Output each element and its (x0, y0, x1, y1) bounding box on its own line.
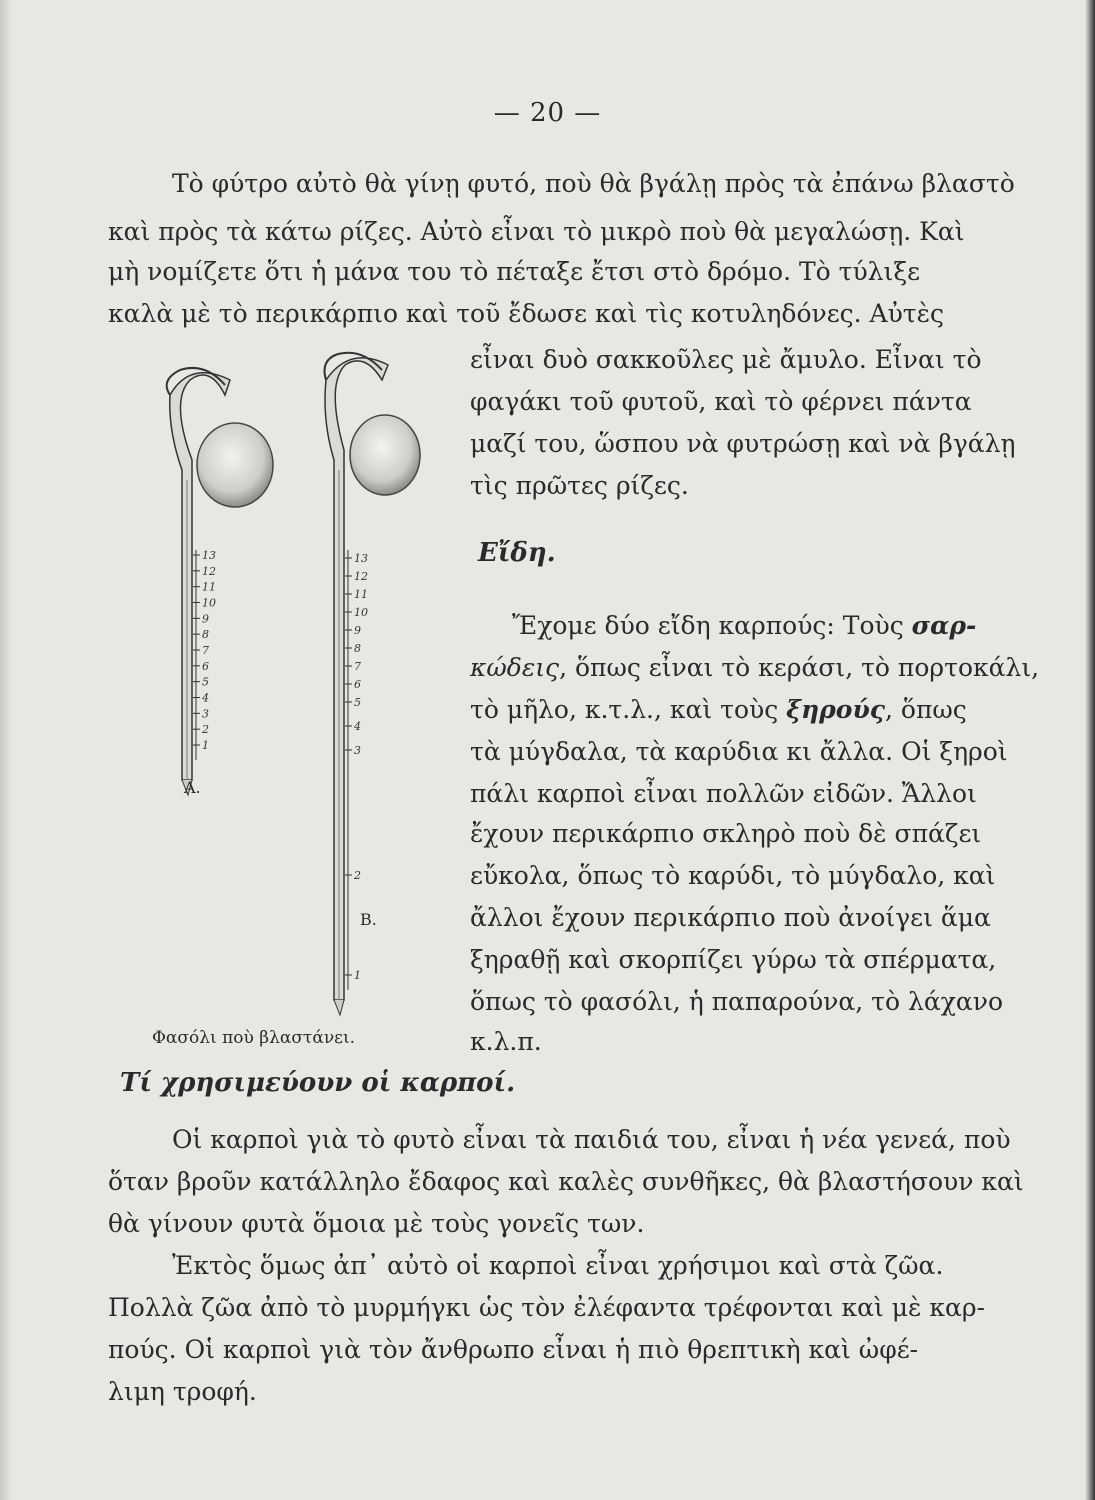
text-line: φαγάκι τοῦ φυτοῦ, καὶ τὸ φέρνει πάντα (470, 387, 972, 416)
text-line: ἄλλοι ἔχουν περικάρπιο ποὺ ἀνοίγει ἅμα (470, 903, 991, 932)
scale-a-number: 1 (202, 739, 209, 752)
text-line: Πολλὰ ζῶα ἀπὸ τὸ μυρμήγκι ὡς τὸν ἐλέφαντα τρέφονται καὶ μὲ καρ- (108, 1293, 985, 1322)
text-line: εὔκολα, ὅπως τὸ καρύδι, τὸ μύγδαλο, καὶ (470, 861, 996, 890)
text-line: τὶς πρῶτες ρίζες. (470, 471, 689, 500)
text-line (512, 606, 976, 646)
text-line: Τὸ φύτρο αὐτὸ θὰ γίνῃ φυτό, ποὺ θὰ βγάλῃ πρὸς τὰ ἐπάνω βλαστὸ (172, 169, 1015, 198)
emphasis-term: ξηρούς (786, 695, 886, 724)
scale-b-number: 7 (354, 660, 361, 673)
scale-a-number: 10 (202, 596, 216, 610)
seedling-a (167, 368, 273, 795)
page-number: — 20 — (493, 98, 602, 128)
text-line: ὅπως τὸ φασόλι, ἡ παπαρούνα, τὸ λάχανο (470, 987, 1003, 1016)
scale-a-number: 3 (202, 707, 209, 721)
scale-a-number: 2 (202, 723, 209, 737)
figure-caption: Φασόλι ποὺ βλαστάνει. (152, 1028, 356, 1048)
text-line: πούς. Οἱ καρποὶ γιὰ τὸν ἄνθρωπο εἶναι ἡ πιὸ θρεπτικὴ καὶ ὠφέ- (108, 1335, 919, 1364)
section-heading-types: Εἴδη. (478, 538, 556, 568)
bean-germination-figure (130, 340, 460, 1020)
scale-b-number: 3 (354, 744, 361, 757)
emphasis-term: σαρ- (911, 611, 977, 640)
scale-b-number: 8 (354, 642, 361, 655)
page-right-edge (1085, 0, 1095, 1500)
scale-b-number: 5 (354, 696, 361, 709)
text-line: ξηραθῇ καὶ σκορπίζει γύρω τὰ σπέρματα, (470, 945, 997, 974)
text-span: , ὅπως (885, 695, 967, 724)
scale-a-number: 8 (202, 628, 209, 642)
page-left-edge (0, 0, 12, 1500)
bean-illustration (130, 340, 460, 1020)
scale-a-number: 7 (202, 644, 209, 657)
figure-label-b: B. (360, 910, 377, 929)
scale-b-number: 10 (354, 606, 368, 619)
scale-a (193, 549, 216, 760)
text-span: τὸ μῆλο, κ.τ.λ., καὶ τοὺς (470, 695, 787, 724)
text-line (470, 648, 1039, 688)
text-line: μαζί του, ὥσπου νὰ φυτρώσῃ καὶ νὰ βγάλῃ (470, 429, 1016, 458)
text-line: κ.λ.π. (470, 1027, 542, 1056)
scale-a-number: 13 (202, 549, 216, 562)
scale-b-number: 12 (354, 570, 368, 583)
scale-b-number: 11 (354, 588, 368, 601)
scale-b-number: 1 (354, 969, 361, 982)
scale-b-number: 2 (354, 869, 361, 882)
scale-a-number: 9 (202, 612, 209, 626)
scale-a-number: 6 (202, 659, 209, 673)
text-line: μὴ νομίζετε ὅτι ἡ μάνα του τὸ πέταξε ἔτσι στὸ δρόμο. Τὸ τύλιξε (108, 257, 921, 286)
text-line: εἶναι δυὸ σακκοῦλες μὲ ἄμυλο. Εἶναι τὸ (470, 345, 982, 374)
scale-a-number: 4 (202, 691, 209, 705)
text-line: καλὰ μὲ τὸ περικάρπιο καὶ τοῦ ἔδωσε καὶ τὶς κοτυληδόνες. Αὐτὲς (108, 299, 945, 328)
text-span: , ὅπως εἶναι τὸ κεράσι, τὸ πορτοκάλι, (559, 653, 1040, 682)
text-line: καὶ πρὸς τὰ κάτω ρίζες. Αὐτὸ εἶναι τὸ μικρὸ ποὺ θὰ μεγαλώσῃ. Καὶ (108, 217, 965, 246)
section-heading-uses: Τί χρησιμεύουν οἱ καρποί. (120, 1068, 516, 1098)
text-line: λιμη τροφή. (108, 1377, 257, 1406)
emphasis-term: κώδεις (470, 653, 560, 682)
text-line: πάλι καρποὶ εἶναι πολλῶν εἰδῶν. Ἄλλοι (470, 779, 977, 808)
text-line: Ἐκτὸς ὅμως ἀπ᾽ αὐτὸ οἱ καρποὶ εἶναι χρήσιμοι καὶ στὰ ζῶα. (172, 1251, 944, 1280)
scale-b-number: 9 (354, 624, 361, 637)
scale-a-number: 5 (202, 675, 209, 689)
text-line (470, 690, 967, 730)
scale-a-number: 11 (202, 580, 216, 594)
text-line: τὰ μύγδαλα, τὰ καρύδια κι ἄλλα. Οἱ ξηροὶ (470, 737, 1008, 766)
text-line: θὰ γίνουν φυτὰ ὅμοια μὲ τοὺς γονεῖς των. (108, 1209, 645, 1238)
text-line: ἔχουν περικάρπιο σκληρὸ ποὺ δὲ σπάζει (470, 819, 982, 848)
scale-a-number: 12 (202, 564, 216, 578)
text-line: Οἱ καρποὶ γιὰ τὸ φυτὸ εἶναι τὰ παιδιά του, εἶναι ἡ νέα γενεά, ποὺ (172, 1125, 1011, 1154)
text-line: ὅταν βροῦν κατάλληλο ἔδαφος καὶ καλὲς συνθῆκες, θὰ βλαστήσουν καὶ (108, 1167, 1024, 1196)
figure-label-a: A. (184, 778, 201, 797)
scale-b-number: 4 (354, 720, 361, 733)
scale-b-number: 6 (354, 678, 361, 691)
scale-b-number: 13 (354, 552, 368, 565)
text-span: Ἔχομε δύο εἴδη καρπούς: Τοὺς (512, 611, 912, 640)
